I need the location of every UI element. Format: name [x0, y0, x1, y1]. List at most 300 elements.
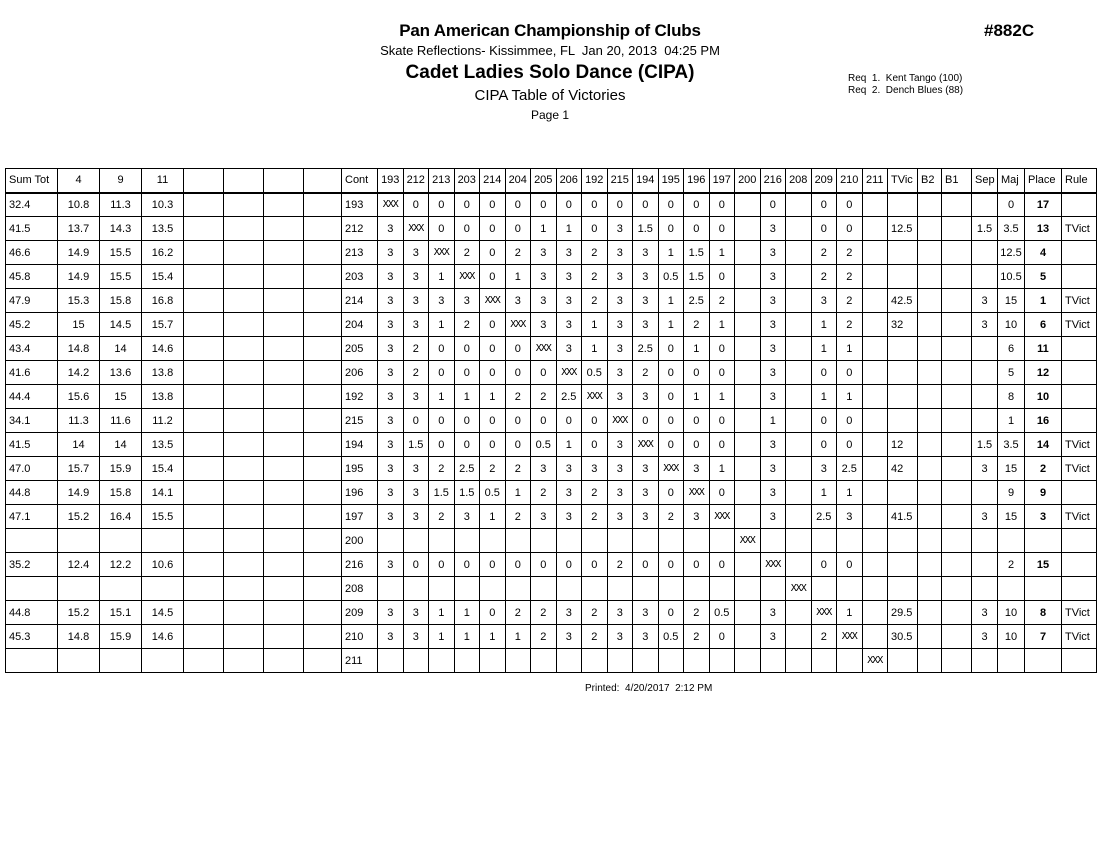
table-cell: 1 — [556, 433, 582, 457]
table-cell: 1 — [658, 241, 684, 265]
table-cell: 2.5 — [633, 337, 659, 361]
table-cell: 15 — [998, 289, 1025, 313]
table-cell: 1.5 — [429, 481, 455, 505]
table-cell — [811, 649, 837, 673]
table-cell — [972, 385, 998, 409]
column-header-210: 210 — [837, 169, 863, 193]
diagonal-cell: XXX — [837, 625, 863, 649]
table-cell: 14 — [100, 337, 142, 361]
table-cell — [454, 529, 480, 553]
column-header-blank — [184, 169, 224, 193]
table-cell — [942, 433, 972, 457]
table-row — [6, 433, 1097, 457]
table-cell: 3 — [760, 505, 786, 529]
table-cell: 3 — [378, 337, 404, 361]
contestant-number-cell: 206 — [342, 361, 378, 385]
table-cell — [304, 289, 342, 313]
table-cell: 2 — [582, 289, 608, 313]
table-cell — [942, 601, 972, 625]
table-cell — [942, 457, 972, 481]
column-header-192: 192 — [582, 169, 608, 193]
table-cell — [184, 433, 224, 457]
table-cell: 15.4 — [142, 457, 184, 481]
table-cell: 3 — [837, 505, 863, 529]
table-cell: 2 — [837, 265, 863, 289]
table-cell: 0 — [480, 601, 506, 625]
table-cell — [684, 649, 710, 673]
table-cell: 0 — [811, 361, 837, 385]
table-cell — [786, 337, 812, 361]
table-cell: 7 — [1025, 625, 1062, 649]
table-cell: 3 — [607, 361, 633, 385]
table-cell — [58, 577, 100, 601]
diagonal-cell: XXX — [556, 361, 582, 385]
table-cell — [607, 649, 633, 673]
diagonal-cell: XXX — [862, 649, 888, 673]
table-cell: 12.4 — [58, 553, 100, 577]
table-cell: 1 — [480, 625, 506, 649]
table-cell — [505, 577, 531, 601]
table-cell: 3 — [607, 601, 633, 625]
table-row — [6, 313, 1097, 337]
contestant-number-cell: 193 — [342, 193, 378, 217]
table-cell: 1 — [684, 337, 710, 361]
table-cell — [224, 217, 264, 241]
diagonal-cell: XXX — [505, 313, 531, 337]
table-cell: 43.4 — [6, 337, 58, 361]
table-cell: 1 — [480, 385, 506, 409]
table-cell — [264, 409, 304, 433]
table-cell — [264, 193, 304, 217]
table-cell: 3 — [556, 601, 582, 625]
table-cell: 0 — [480, 553, 506, 577]
table-cell: 3 — [582, 457, 608, 481]
table-cell — [862, 457, 888, 481]
table-cell: 0 — [403, 193, 429, 217]
table-cell — [735, 217, 761, 241]
table-cell — [1025, 529, 1062, 553]
table-cell — [556, 577, 582, 601]
table-cell: 0 — [505, 193, 531, 217]
table-cell: 44.8 — [6, 481, 58, 505]
table-cell: 2 — [837, 289, 863, 313]
table-cell: 3 — [556, 625, 582, 649]
table-cell: 2 — [811, 241, 837, 265]
table-cell — [184, 553, 224, 577]
table-cell — [918, 505, 942, 529]
table-cell: 14.6 — [142, 625, 184, 649]
table-cell — [918, 217, 942, 241]
table-cell: 12.5 — [998, 241, 1025, 265]
table-cell: 5 — [998, 361, 1025, 385]
table-cell: 0 — [709, 361, 735, 385]
table-cell — [735, 361, 761, 385]
table-cell — [184, 457, 224, 481]
column-header-maj: Maj — [998, 169, 1025, 193]
table-cell — [264, 433, 304, 457]
table-cell: 41.5 — [6, 217, 58, 241]
table-cell: 0 — [658, 481, 684, 505]
table-cell: 11.6 — [100, 409, 142, 433]
table-cell — [142, 649, 184, 673]
table-cell — [811, 529, 837, 553]
table-cell: TVict — [1062, 601, 1097, 625]
table-cell — [1062, 337, 1097, 361]
table-cell: 3 — [607, 457, 633, 481]
table-cell: 0 — [837, 361, 863, 385]
table-cell — [786, 241, 812, 265]
table-cell — [403, 649, 429, 673]
table-cell: 13.5 — [142, 433, 184, 457]
table-cell: 0 — [709, 217, 735, 241]
table-cell — [304, 577, 342, 601]
table-cell — [304, 505, 342, 529]
table-cell: 6 — [998, 337, 1025, 361]
table-cell: 41.5 — [888, 505, 918, 529]
diagonal-cell: XXX — [684, 481, 710, 505]
table-cell: 0 — [684, 217, 710, 241]
table-cell — [709, 649, 735, 673]
table-cell: 0 — [684, 361, 710, 385]
table-cell — [505, 529, 531, 553]
table-cell — [184, 313, 224, 337]
table-cell: 3 — [403, 481, 429, 505]
table-cell: 3 — [760, 313, 786, 337]
table-cell: 45.3 — [6, 625, 58, 649]
table-cell: 0 — [582, 433, 608, 457]
contestant-number-cell: 216 — [342, 553, 378, 577]
table-cell: 15.7 — [58, 457, 100, 481]
table-cell: 3.5 — [998, 217, 1025, 241]
table-cell: 0.5 — [582, 361, 608, 385]
table-row — [6, 409, 1097, 433]
table-cell: 3 — [633, 457, 659, 481]
table-cell — [378, 529, 404, 553]
table-cell — [633, 649, 659, 673]
table-cell — [100, 577, 142, 601]
table-cell — [184, 577, 224, 601]
table-cell: 3 — [378, 601, 404, 625]
table-cell — [100, 529, 142, 553]
column-header-193: 193 — [378, 169, 404, 193]
table-cell: 30.5 — [888, 625, 918, 649]
table-cell — [224, 481, 264, 505]
table-cell: 1 — [837, 337, 863, 361]
table-cell: 1 — [429, 385, 455, 409]
table-cell: 16.8 — [142, 289, 184, 313]
table-cell — [786, 553, 812, 577]
table-cell — [531, 649, 557, 673]
table-cell: TVict — [1062, 625, 1097, 649]
table-cell: 10.3 — [142, 193, 184, 217]
table-cell: 3 — [633, 601, 659, 625]
diagonal-cell: XXX — [811, 601, 837, 625]
table-cell — [735, 241, 761, 265]
contestant-number-cell: 194 — [342, 433, 378, 457]
table-cell — [888, 553, 918, 577]
table-cell: 0.5 — [658, 265, 684, 289]
table-cell: 4 — [1025, 241, 1062, 265]
table-cell — [304, 409, 342, 433]
table-cell — [184, 649, 224, 673]
table-cell: 12.5 — [888, 217, 918, 241]
table-cell: 0 — [709, 433, 735, 457]
column-header-200: 200 — [735, 169, 761, 193]
table-cell — [862, 385, 888, 409]
table-cell — [888, 481, 918, 505]
table-cell — [505, 649, 531, 673]
table-cell — [888, 649, 918, 673]
table-row — [6, 481, 1097, 505]
table-cell: 1 — [837, 601, 863, 625]
table-cell: 0 — [633, 409, 659, 433]
table-cell: 3 — [972, 289, 998, 313]
table-cell — [760, 649, 786, 673]
table-cell: 3 — [760, 217, 786, 241]
column-header-blank — [264, 169, 304, 193]
table-cell — [972, 481, 998, 505]
table-cell — [6, 577, 58, 601]
table-row — [6, 361, 1097, 385]
table-cell — [224, 241, 264, 265]
table-cell: 0 — [505, 337, 531, 361]
requirement-line: Req 2. Dench Blues (88) — [848, 85, 964, 96]
table-cell: 1 — [811, 337, 837, 361]
table-cell — [972, 193, 998, 217]
table-cell — [888, 409, 918, 433]
table-cell — [918, 385, 942, 409]
table-cell — [972, 553, 998, 577]
report-title: CIPA Table of Victories — [474, 87, 626, 104]
table-cell — [888, 265, 918, 289]
table-cell — [786, 601, 812, 625]
table-cell: 3 — [633, 625, 659, 649]
table-cell — [264, 457, 304, 481]
table-cell: 2 — [531, 385, 557, 409]
diagonal-cell: XXX — [658, 457, 684, 481]
table-cell: 1.5 — [684, 241, 710, 265]
table-cell: 0 — [480, 361, 506, 385]
table-cell: 3 — [403, 265, 429, 289]
table-cell — [100, 649, 142, 673]
diagonal-cell: XXX — [633, 433, 659, 457]
table-cell — [972, 649, 998, 673]
table-cell: 0 — [811, 217, 837, 241]
table-cell — [304, 481, 342, 505]
table-cell: 1 — [658, 289, 684, 313]
contestant-number-cell: 214 — [342, 289, 378, 313]
table-cell — [304, 649, 342, 673]
table-cell — [862, 481, 888, 505]
table-cell — [224, 409, 264, 433]
table-cell — [735, 265, 761, 289]
table-cell: 0.5 — [709, 601, 735, 625]
table-cell: 0 — [837, 553, 863, 577]
table-cell: 14.3 — [100, 217, 142, 241]
table-cell: 0.5 — [480, 481, 506, 505]
table-cell: 0 — [658, 553, 684, 577]
table-cell: 0 — [531, 193, 557, 217]
table-cell: 0 — [505, 433, 531, 457]
table-cell: 9 — [1025, 481, 1062, 505]
table-cell — [224, 505, 264, 529]
table-row — [6, 529, 1097, 553]
table-row — [6, 505, 1097, 529]
table-cell — [786, 385, 812, 409]
table-cell — [264, 241, 304, 265]
table-cell — [1062, 529, 1097, 553]
diagonal-cell: XXX — [403, 217, 429, 241]
table-cell: 3 — [760, 289, 786, 313]
table-cell: 3 — [633, 313, 659, 337]
table-row — [6, 385, 1097, 409]
table-cell: 2 — [582, 505, 608, 529]
table-cell: 3 — [403, 505, 429, 529]
table-cell — [862, 601, 888, 625]
table-cell — [378, 577, 404, 601]
table-cell: 3 — [607, 625, 633, 649]
table-cell: 3 — [556, 457, 582, 481]
column-header-11: 11 — [142, 169, 184, 193]
table-cell: 41.6 — [6, 361, 58, 385]
table-cell — [684, 577, 710, 601]
table-cell — [304, 433, 342, 457]
table-cell — [735, 553, 761, 577]
table-cell: 3 — [760, 265, 786, 289]
table-cell — [304, 313, 342, 337]
table-cell — [264, 217, 304, 241]
table-cell — [760, 529, 786, 553]
table-cell: 1.5 — [972, 433, 998, 457]
table-cell — [786, 217, 812, 241]
table-cell — [304, 241, 342, 265]
event-title: Cadet Ladies Solo Dance (CIPA) — [405, 62, 695, 83]
table-cell — [184, 385, 224, 409]
table-cell — [786, 313, 812, 337]
table-cell: TVict — [1062, 505, 1097, 529]
table-cell: 14.5 — [100, 313, 142, 337]
table-cell: 3 — [1025, 505, 1062, 529]
table-cell: 3 — [760, 457, 786, 481]
table-cell: 3 — [760, 385, 786, 409]
table-cell — [862, 241, 888, 265]
table-cell: 3 — [531, 457, 557, 481]
table-cell: 0 — [403, 409, 429, 433]
table-cell: 3 — [633, 505, 659, 529]
table-cell: 0 — [837, 409, 863, 433]
table-cell: 1 — [582, 313, 608, 337]
column-header-213: 213 — [429, 169, 455, 193]
table-cell: 3 — [378, 385, 404, 409]
table-cell: 13 — [1025, 217, 1062, 241]
table-cell: 0 — [505, 361, 531, 385]
table-cell — [918, 433, 942, 457]
table-cell: 2 — [429, 457, 455, 481]
table-cell — [264, 385, 304, 409]
table-cell: 2 — [505, 241, 531, 265]
table-cell — [918, 529, 942, 553]
table-cell: TVict — [1062, 457, 1097, 481]
table-cell: 13.8 — [142, 385, 184, 409]
table-cell — [184, 505, 224, 529]
table-cell — [998, 577, 1025, 601]
diagonal-cell: XXX — [735, 529, 761, 553]
table-cell — [735, 193, 761, 217]
table-cell — [58, 649, 100, 673]
table-row — [6, 649, 1097, 673]
table-cell: 47.9 — [6, 289, 58, 313]
table-cell — [224, 313, 264, 337]
table-cell — [224, 577, 264, 601]
table-cell: 2 — [454, 241, 480, 265]
table-cell: 3 — [378, 433, 404, 457]
table-cell — [918, 361, 942, 385]
table-cell — [264, 289, 304, 313]
table-cell: 0 — [658, 217, 684, 241]
table-cell: 0 — [684, 193, 710, 217]
table-cell: 15.7 — [142, 313, 184, 337]
table-cell — [888, 241, 918, 265]
table-cell — [786, 457, 812, 481]
column-header-215: 215 — [607, 169, 633, 193]
column-header-blank — [224, 169, 264, 193]
table-cell — [184, 529, 224, 553]
contestant-number-cell: 197 — [342, 505, 378, 529]
table-cell: 2 — [1025, 457, 1062, 481]
table-cell — [224, 625, 264, 649]
table-cell: 42.5 — [888, 289, 918, 313]
table-cell — [972, 241, 998, 265]
table-cell: 0 — [429, 433, 455, 457]
table-cell: 44.8 — [6, 601, 58, 625]
table-cell — [224, 385, 264, 409]
table-cell: 15 — [998, 457, 1025, 481]
table-cell: 0 — [531, 361, 557, 385]
table-cell: 14.9 — [58, 265, 100, 289]
table-cell: 3 — [556, 241, 582, 265]
table-cell: 2 — [684, 601, 710, 625]
table-cell: 14 — [100, 433, 142, 457]
table-cell: 0 — [531, 409, 557, 433]
table-cell: 1 — [709, 313, 735, 337]
table-cell — [264, 577, 304, 601]
diagonal-cell: XXX — [480, 289, 506, 313]
table-cell — [264, 601, 304, 625]
column-header-206: 206 — [556, 169, 582, 193]
table-cell — [264, 265, 304, 289]
table-cell: 14.9 — [58, 481, 100, 505]
table-cell: 5 — [1025, 265, 1062, 289]
table-row — [6, 289, 1097, 313]
table-cell — [786, 409, 812, 433]
table-cell: 3 — [811, 457, 837, 481]
table-cell: 16.2 — [142, 241, 184, 265]
column-header-cont: Cont — [342, 169, 378, 193]
table-cell: 10.6 — [142, 553, 184, 577]
table-cell: 0 — [709, 481, 735, 505]
table-cell — [264, 361, 304, 385]
table-cell: 0 — [429, 217, 455, 241]
table-row — [6, 241, 1097, 265]
table-cell: 47.1 — [6, 505, 58, 529]
table-cell: 2 — [582, 601, 608, 625]
table-cell — [888, 337, 918, 361]
column-header-203: 203 — [454, 169, 480, 193]
table-cell: 45.2 — [6, 313, 58, 337]
table-cell: 0 — [998, 193, 1025, 217]
table-cell: 0.5 — [658, 625, 684, 649]
table-cell: 15 — [58, 313, 100, 337]
